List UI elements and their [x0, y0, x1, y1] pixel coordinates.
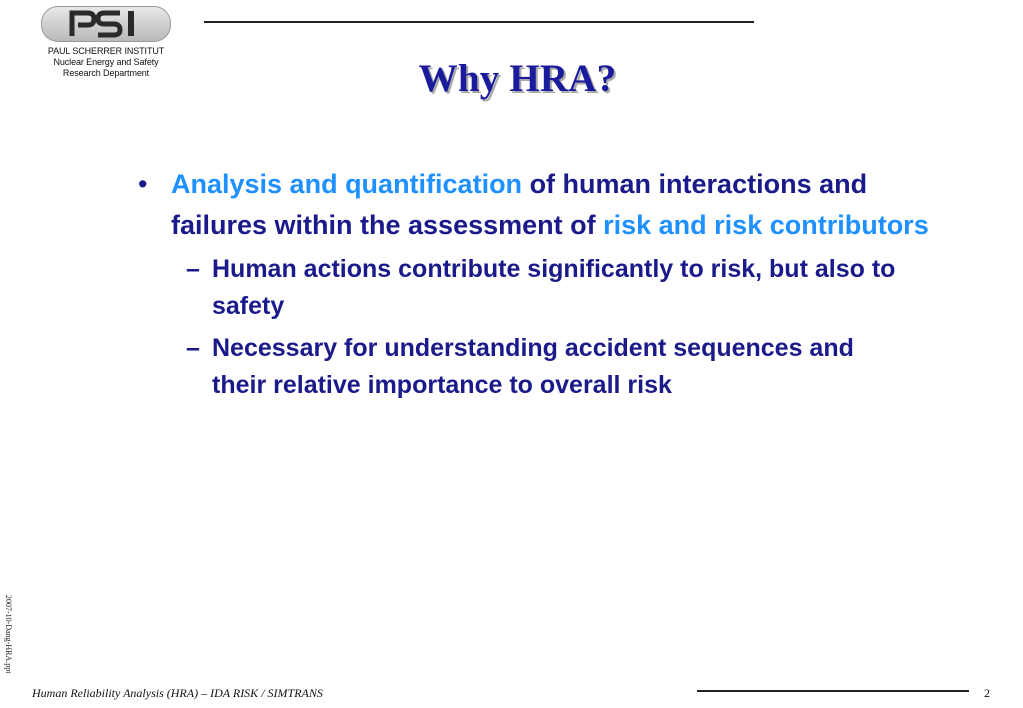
dash-icon: –: [186, 255, 200, 283]
department-line-2: Research Department: [62, 68, 150, 78]
highlight-analysis: Analysis and quantification: [171, 169, 523, 199]
sub-bullet-1: [138, 251, 912, 325]
institute-name: PAUL SCHERRER INSTITUT: [47, 46, 165, 56]
sub-bullet-text: Necessary for understanding accident sequences and their relative importance to overall risk: [212, 334, 854, 399]
highlight-risk: risk and risk contributors: [603, 210, 929, 240]
department-line-1: Nuclear Energy and Safety: [53, 57, 159, 67]
psi-logo-icon: [68, 10, 144, 38]
top-divider: [204, 21, 754, 23]
psi-logo: [41, 6, 171, 42]
main-bullet-text: of human interactions and failures within the assessment of: [171, 169, 868, 240]
sub-bullet-text: Human actions contribute significantly to risk, but also to safety: [212, 255, 896, 320]
footer-text: Human Reliability Analysis (HRA) – IDA RISK / SIMTRANS: [32, 686, 323, 700]
page-number: 2: [984, 686, 990, 700]
bullet-icon: •: [138, 169, 148, 199]
file-name-note: 2007-10-Dang-HRA.ppt: [4, 595, 13, 674]
main-bullet: [138, 164, 938, 246]
psi-logo-block: [40, 6, 172, 79]
dash-icon: –: [186, 334, 200, 362]
slide-title: Why HRA?: [418, 57, 617, 100]
footer-divider: [697, 690, 969, 692]
sub-bullet-2: [138, 330, 912, 404]
bullet-list: [138, 164, 938, 404]
